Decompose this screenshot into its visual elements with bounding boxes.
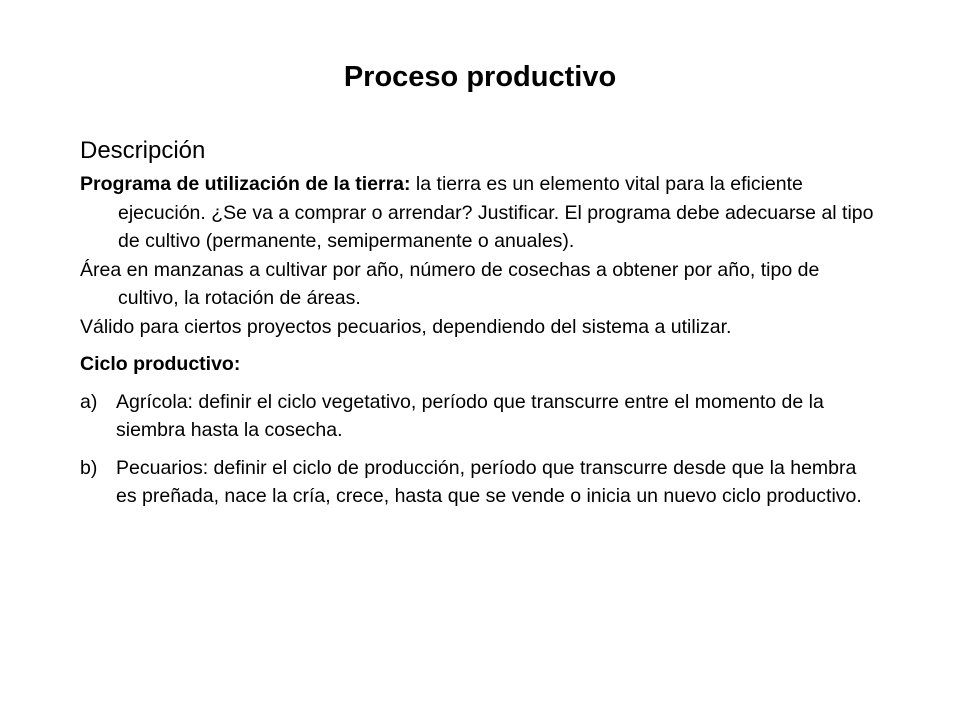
list-item-text: Agrícola: definir el ciclo vegetativo, período que transcurre entre el momento de la siembra hasta la cosecha.: [116, 390, 824, 441]
list-marker: b): [80, 456, 98, 479]
livestock-paragraph: Válido para ciertos proyectos pecuarios, dependiendo del sistema a utilizar.: [80, 315, 732, 338]
cycle-list: [80, 388, 880, 511]
land-use-label: Programa de utilización de la tierra:: [80, 173, 411, 195]
list-marker: a): [80, 390, 98, 413]
section-heading: Descripción: [80, 137, 206, 164]
slide-body: [80, 136, 880, 511]
land-use-paragraph: [80, 170, 880, 256]
list-item-text: Pecuarios: definir el ciclo de producción, período que transcurre desde que la hembra es preñada, nace la cría, crece, hasta que se vende o inicia un nuevo ciclo productivo.: [116, 456, 862, 507]
area-paragraph: Área en manzanas a cultivar por año, número de cosechas a obtener por año, tipo de cultivo, la rotación de áreas.: [80, 258, 820, 309]
slide-title: Proceso productivo: [343, 61, 617, 93]
cycle-heading: Ciclo productivo:: [80, 353, 241, 375]
cycle-item-livestock: [80, 454, 880, 511]
cycle-item-agricultural: [80, 388, 880, 445]
land-use-text: la tierra es un elemento vital para la eficiente ejecución. ¿Se va a comprar o arrendar? Justificar. El programa debe adecuarse al tipo de cultivo (permanente, semipermanente o anuales).: [118, 173, 874, 252]
